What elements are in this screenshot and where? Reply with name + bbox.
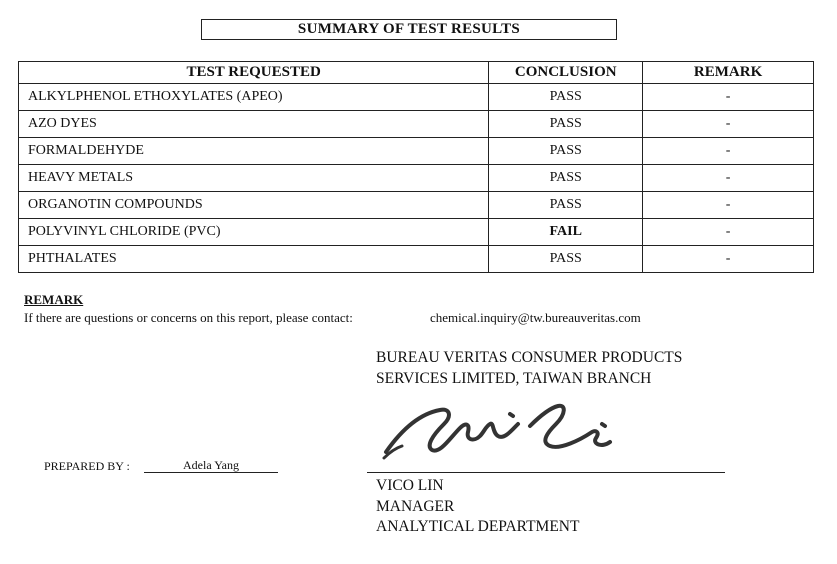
test-name: ALKYLPHENOL ETHOXYLATES (APEO) [19, 84, 489, 111]
table-row [19, 165, 814, 192]
prepared-by-line [144, 472, 278, 473]
company-line-1: BUREAU VERITAS CONSUMER PRODUCTS [376, 349, 683, 366]
signer-title: MANAGER [376, 497, 455, 515]
test-conclusion: PASS [489, 165, 643, 192]
table-row [19, 84, 814, 111]
test-remark: - [643, 84, 814, 111]
test-conclusion: PASS [489, 192, 643, 219]
test-name: ORGANOTIN COMPOUNDS [19, 192, 489, 219]
handwritten-signature [380, 402, 620, 468]
contact-email: chemical.inquiry@tw.bureauveritas.com [430, 310, 641, 325]
test-conclusion: PASS [489, 84, 643, 111]
header-test-requested: TEST REQUESTED [19, 62, 489, 84]
test-name: HEAVY METALS [19, 165, 489, 192]
prepared-by-label: PREPARED BY : [44, 459, 130, 473]
test-conclusion: PASS [489, 111, 643, 138]
signature-line [367, 472, 725, 473]
header-remark: REMARK [643, 62, 814, 84]
header-conclusion: CONCLUSION [489, 62, 643, 84]
test-remark: - [643, 192, 814, 219]
test-remark: - [643, 219, 814, 246]
table-row [19, 192, 814, 219]
test-remark: - [643, 246, 814, 273]
test-name: AZO DYES [19, 111, 489, 138]
company-line-2: SERVICES LIMITED, TAIWAN BRANCH [376, 370, 652, 387]
signer-block [376, 476, 579, 538]
signer-name: VICO LIN [376, 477, 444, 494]
test-name: POLYVINYL CHLORIDE (PVC) [19, 219, 489, 246]
table-header-row [19, 62, 814, 84]
test-remark: - [643, 111, 814, 138]
remark-text: If there are questions or concerns on this report, please contact: [24, 310, 353, 325]
report-title: SUMMARY OF TEST RESULTS [201, 19, 617, 40]
company-name [376, 347, 682, 389]
test-conclusion: PASS [489, 138, 643, 165]
table-row [19, 111, 814, 138]
table-row [19, 138, 814, 165]
signer-department: ANALYTICAL DEPARTMENT [376, 518, 580, 535]
results-table [18, 61, 814, 273]
test-remark: - [643, 138, 814, 165]
test-conclusion-fail: FAIL [489, 219, 643, 246]
test-name: PHTHALATES [19, 246, 489, 273]
test-remark: - [643, 165, 814, 192]
table-row [19, 219, 814, 246]
test-conclusion: PASS [489, 246, 643, 273]
test-name: FORMALDEHYDE [19, 138, 489, 165]
remark-heading: REMARK [24, 292, 84, 307]
table-row [19, 246, 814, 273]
prepared-by-name: Adela Yang [183, 458, 239, 472]
